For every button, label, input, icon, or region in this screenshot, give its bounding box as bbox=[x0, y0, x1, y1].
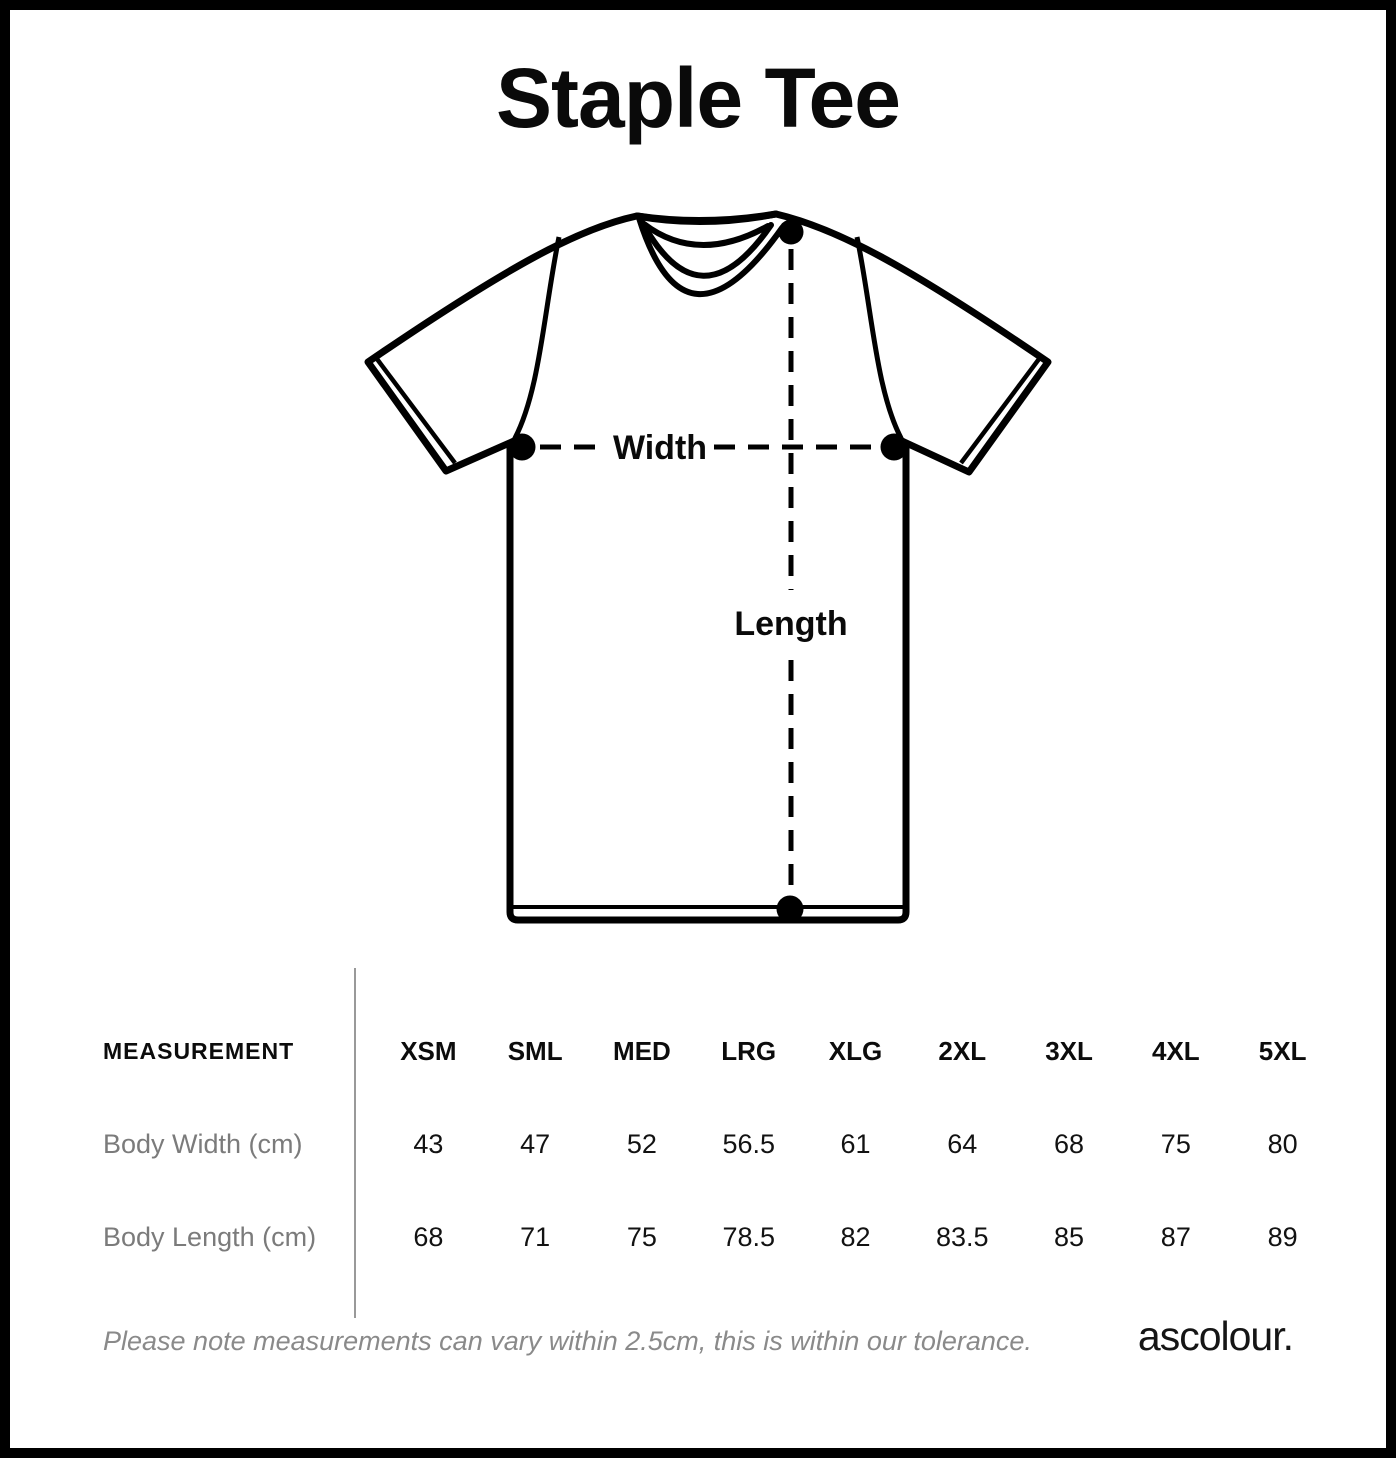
table-cell: 43 bbox=[413, 1129, 444, 1159]
size-header-cell: 4XL bbox=[1151, 1036, 1200, 1066]
size-header-cell: 5XL bbox=[1258, 1036, 1307, 1066]
tshirt-measurement-diagram bbox=[340, 190, 1080, 950]
left-armpit-dot bbox=[509, 434, 536, 461]
table-cell: 85 bbox=[1054, 1222, 1085, 1252]
table-cell: 87 bbox=[1160, 1222, 1191, 1252]
size-header-cell: SML bbox=[507, 1036, 563, 1066]
width-label: Width bbox=[612, 429, 708, 467]
table-cell: 68 bbox=[1054, 1129, 1085, 1159]
table-cell: 56.5 bbox=[722, 1129, 775, 1159]
table-cell: 52 bbox=[626, 1129, 657, 1159]
table-cell: 75 bbox=[626, 1222, 657, 1252]
size-header-cell: MED bbox=[613, 1036, 671, 1066]
table-cell: 68 bbox=[413, 1222, 444, 1252]
bottom-hem-dot bbox=[777, 896, 804, 923]
right-armpit-dot bbox=[881, 434, 908, 461]
size-header-cell: XLG bbox=[828, 1036, 883, 1066]
table-cell: 78.5 bbox=[722, 1222, 775, 1252]
size-table bbox=[103, 1005, 1336, 1284]
table-cell: 64 bbox=[947, 1129, 978, 1159]
tolerance-note: Please note measurements can vary within 2.5cm, this is within our tolerance. bbox=[103, 1326, 1032, 1356]
page-title: Staple Tee bbox=[496, 51, 900, 145]
neck-point-dot bbox=[779, 220, 804, 245]
tshirt-outline bbox=[368, 214, 1048, 920]
table-cell: 89 bbox=[1267, 1222, 1298, 1252]
size-header-cell: LRG bbox=[721, 1036, 777, 1066]
size-header-cell: 3XL bbox=[1045, 1036, 1093, 1066]
measurement-header: MEASUREMENT bbox=[103, 1038, 295, 1064]
size-header-cell: 2XL bbox=[938, 1036, 987, 1066]
table-cell: 82 bbox=[840, 1222, 871, 1252]
table-cell: 47 bbox=[520, 1129, 551, 1159]
table-cell: 61 bbox=[840, 1129, 871, 1159]
brand-logo: ascolour. bbox=[1137, 1313, 1293, 1359]
table-cell: 75 bbox=[1160, 1129, 1191, 1159]
size-header-cell: XSM bbox=[400, 1036, 457, 1066]
row-label: Body Width (cm) bbox=[103, 1129, 303, 1159]
length-label: Length bbox=[734, 605, 848, 643]
table-cell: 83.5 bbox=[935, 1222, 989, 1252]
table-cell: 80 bbox=[1267, 1129, 1298, 1159]
row-label: Body Length (cm) bbox=[103, 1222, 317, 1252]
table-cell: 71 bbox=[520, 1222, 551, 1252]
